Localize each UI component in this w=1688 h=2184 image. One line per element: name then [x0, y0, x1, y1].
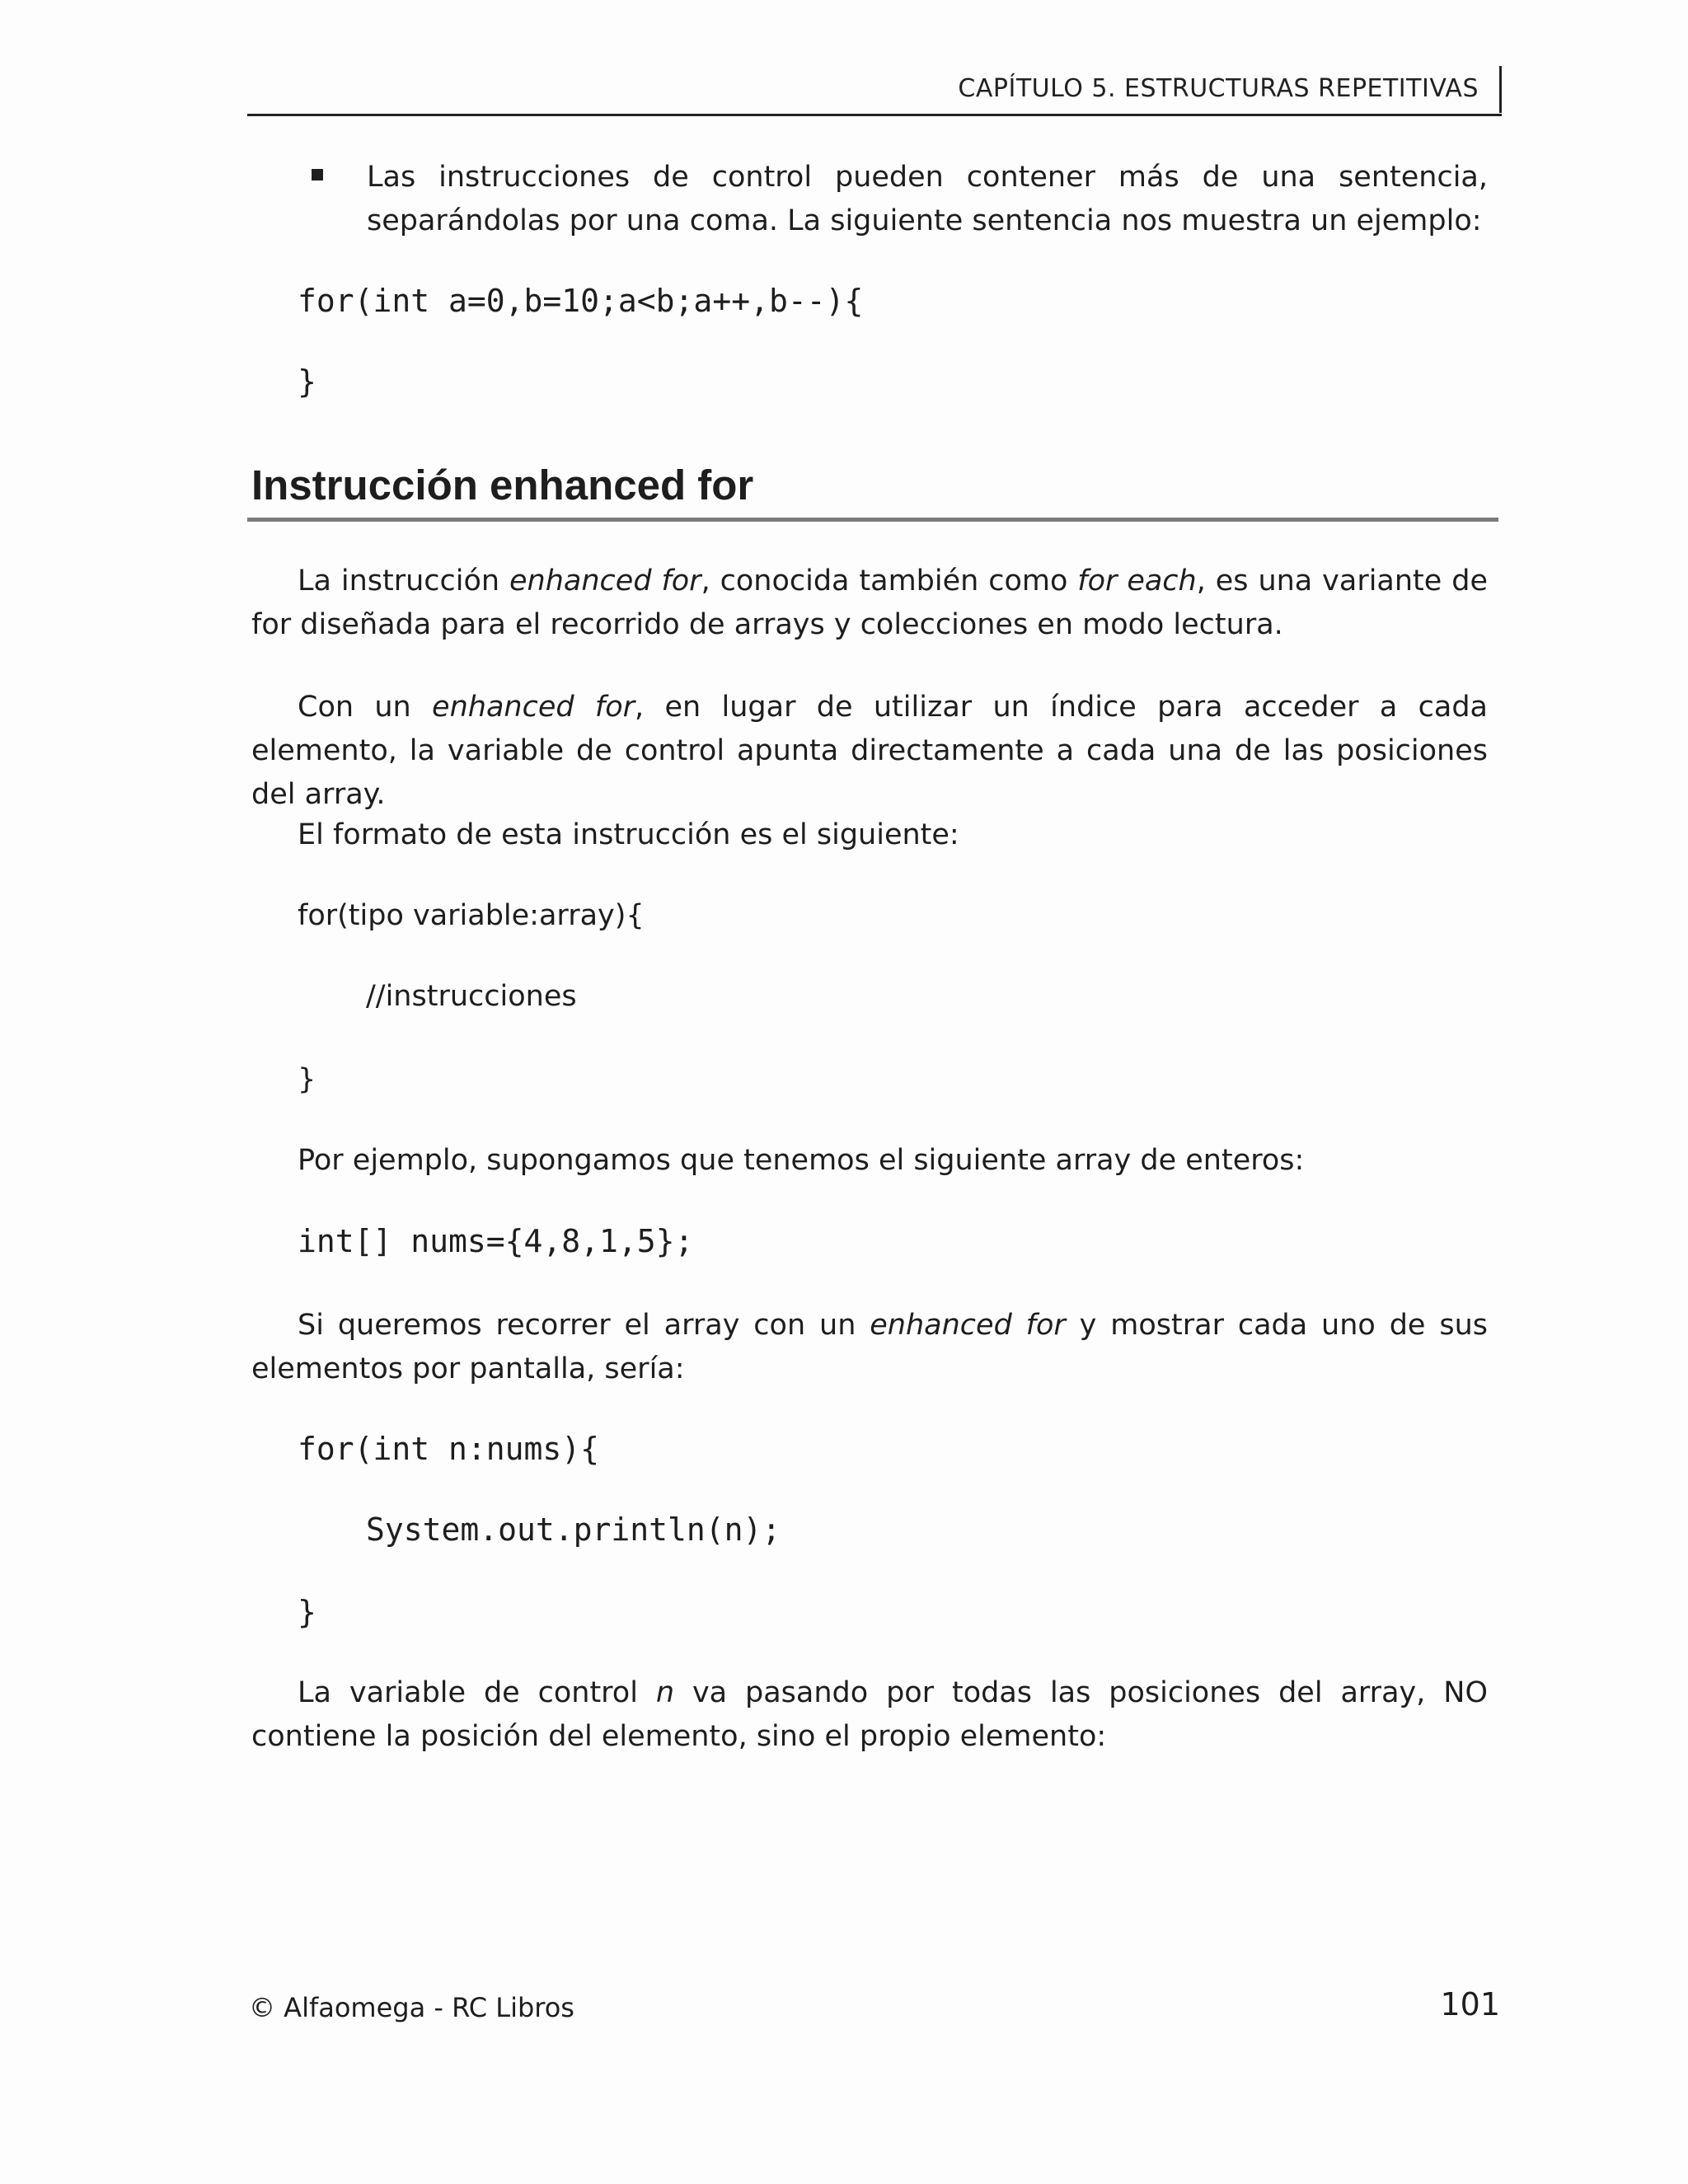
section-rule [247, 518, 1498, 522]
paragraph-loop-intro [251, 1304, 1488, 1391]
chapter-title: CAPÍTULO 5. ESTRUCTURAS REPETITIVAS [958, 74, 1479, 103]
text-run: La variable de control [298, 1676, 656, 1709]
text-run: , es una variante de for diseñada para el recorrido de arrays y colecciones en modo lectura. [251, 565, 1488, 641]
format-line: } [298, 1063, 316, 1096]
emphasis-text: enhanced for [870, 1309, 1066, 1342]
format-line: for(tipo variable:array){ [298, 899, 645, 932]
footer-copyright: © Alfaomega - RC Libros [249, 1992, 574, 2023]
text-run: y mostrar cada uno de sus elementos por pantalla, sería: [251, 1309, 1488, 1385]
header-corner-rule [1499, 66, 1502, 113]
paragraph-intro [251, 560, 1488, 647]
text-run: , conocida también como [701, 565, 1078, 598]
text-run: La instrucción [298, 565, 510, 598]
page-number: 101 [1440, 1986, 1500, 2022]
bullet-paragraph [367, 156, 1488, 243]
emphasis-text: enhanced for [432, 691, 635, 724]
code-line: System.out.println(n); [366, 1511, 781, 1548]
paragraph-control-variable [251, 1671, 1488, 1759]
emphasis-text: n [655, 1676, 675, 1709]
code-line: int[] nums={4,8,1,5}; [298, 1223, 694, 1259]
text-run: va pasando por todas las posiciones del array, NO contiene la posición del elemento, sino el propio elemento: [251, 1676, 1488, 1753]
text-run: , en lugar de utilizar un índice para acceder a cada elemento, la variable de control apunta directamente a cada una de las posiciones del array. [251, 691, 1488, 811]
running-header [247, 69, 1502, 116]
format-line: //instrucciones [366, 980, 577, 1013]
paragraph-example-intro: Por ejemplo, supongamos que tenemos el siguiente array de enteros: [298, 1144, 1305, 1177]
bullet-line-2: separándolas por una coma. La siguiente sentencia nos muestra un ejemplo: [367, 204, 1482, 237]
code-line: } [298, 363, 316, 400]
paragraph-format-intro: El formato de esta instrucción es el siguiente: [298, 818, 959, 851]
emphasis-text: enhanced for [509, 565, 701, 598]
code-line: } [298, 1594, 316, 1630]
code-line: for(int n:nums){ [298, 1431, 600, 1467]
section-title: Instrucción enhanced for [251, 462, 754, 509]
bullet-square-icon [312, 169, 323, 180]
text-run: Si queremos recorrer el array con un [298, 1309, 870, 1342]
emphasis-text: for each [1077, 565, 1197, 598]
paragraph-index [251, 686, 1488, 817]
bullet-line-1: Las instrucciones de control pueden contener más de una sentencia, [367, 161, 1488, 194]
text-run: Con un [298, 691, 433, 724]
code-line: for(int a=0,b=10;a<b;a++,b--){ [298, 283, 864, 319]
